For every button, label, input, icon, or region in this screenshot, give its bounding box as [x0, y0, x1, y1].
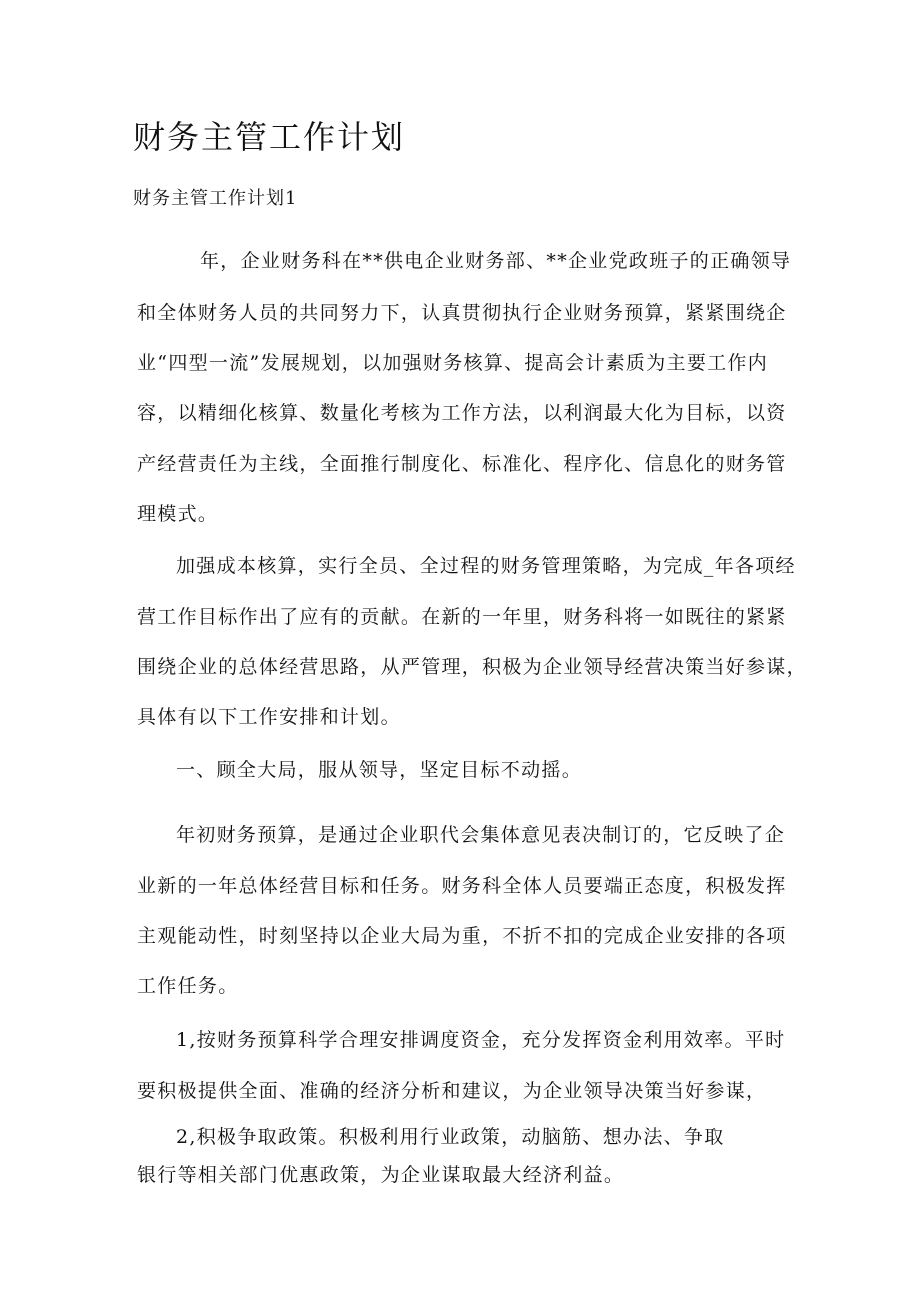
paragraph-line: 要积极提供全面、准确的经济分析和建议，为企业领导决策当好参谋，: [137, 1080, 767, 1102]
paragraph-line: 银行等相关部门优惠政策，为企业谋取最大经济利益。: [137, 1164, 625, 1186]
paragraph-line: 产经营责任为主线，全面推行制度化、标准化、程序化、信息化的财务管: [137, 453, 787, 475]
paragraph-line: 容，以精细化核算、数量化考核为工作方法，以利润最大化为目标，以资: [137, 402, 787, 424]
paragraph-line: 业“四型一流”发展规划，以加强财务核算、提高会计素质为主要工作内: [137, 352, 769, 374]
paragraph-line: 和全体财务人员的共同努力下，认真贯彻执行企业财务预算，紧紧围绕企: [137, 302, 787, 324]
paragraph-line: 年初财务预算，是通过企业职代会集体意见表决制订的，它反映了企: [176, 824, 786, 846]
paragraph-line: 加强成本核算，实行全员、全过程的财务管理策略，为完成_年各项经: [176, 555, 796, 577]
paragraph-line: 年，企业财务科在**供电企业财务部、**企业党政班子的正确领导: [200, 250, 792, 272]
paragraph-line: 理模式。: [137, 503, 219, 525]
paragraph-line: 具体有以下工作安排和计划。: [137, 706, 401, 728]
paragraph-line: 围绕企业的总体经营思路，从严管理，积极为企业领导经营决策当好参谋，: [137, 656, 807, 678]
paragraph-line: 一、顾全大局，服从领导，坚定目标不动摇。: [176, 759, 583, 781]
paragraph-line: 工作任务。: [137, 975, 239, 997]
paragraph-line: 1,按财务预算科学合理安排调度资金，充分发挥资金利用效率。平时: [176, 1029, 786, 1051]
paragraph-line: 2,积极争取政策。积极利用行业政策，动脑筋、想办法、争取: [176, 1126, 725, 1148]
paragraph-line: 业新的一年总体经营目标和任务。财务科全体人员要端正态度，积极发挥: [137, 875, 787, 897]
document-subtitle: 财务主管工作计划1: [133, 188, 298, 209]
paragraph-line: 营工作目标作出了应有的贡献。在新的一年里，财务科将一如既往的紧紧: [137, 606, 787, 628]
document-title: 财务主管工作计划: [133, 118, 406, 156]
paragraph-line: 主观能动性，时刻坚持以企业大局为重，不折不扣的完成企业安排的各项: [137, 925, 787, 947]
